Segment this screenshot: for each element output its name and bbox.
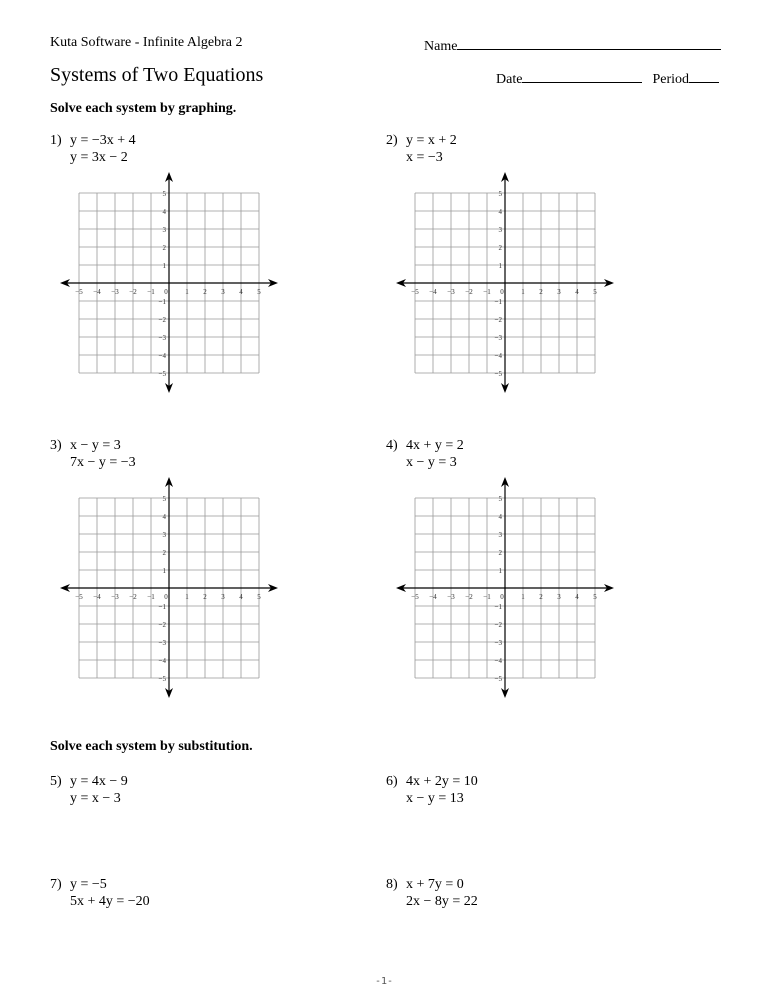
y-tick-label: 3 [162,226,166,234]
x-tick-label: 3 [557,288,561,296]
x-tick-label: 4 [239,593,243,601]
y-tick-label: −3 [158,639,166,647]
x-tick-label: 5 [257,288,261,296]
y-tick-label: 2 [498,549,502,557]
x-tick-label: 5 [593,288,597,296]
equation-2: 7x − y = −3 [70,455,136,470]
equation-2: 2x − 8y = 22 [406,894,478,909]
problem-number: 5) [50,774,62,789]
y-tick-label: 2 [162,244,166,252]
equation-1: 4x + 2y = 10 [406,774,478,789]
y-tick-label: −3 [158,334,166,342]
coordinate-grid-2[interactable] [394,172,616,394]
problem-number: 8) [386,877,398,892]
x-tick-label: 1 [185,593,189,601]
x-tick-label: −5 [75,593,83,601]
problem-number: 2) [386,133,398,148]
x-tick-label: −1 [483,593,491,601]
coordinate-grid-3[interactable] [58,477,280,699]
section-heading-substitution: Solve each system by substitution. [50,739,253,754]
x-tick-label: −2 [465,288,473,296]
y-tick-label: −4 [494,352,502,360]
equation-2: y = 3x − 2 [70,150,128,165]
x-tick-label: 2 [539,593,543,601]
period-label: Period [652,72,689,87]
y-tick-label: 3 [498,226,502,234]
period-blank[interactable] [689,68,719,83]
y-tick-label: 5 [498,190,502,198]
x-tick-label: −3 [111,288,119,296]
x-tick-label: 2 [203,593,207,601]
x-tick-label: −4 [93,593,101,601]
equation-2: x = −3 [406,150,443,165]
name-blank[interactable] [457,35,721,50]
equation-2: x − y = 13 [406,791,464,806]
y-tick-label: −5 [494,675,502,683]
x-tick-label: −2 [129,288,137,296]
y-tick-label: −4 [494,657,502,665]
name-label: Name [424,39,458,54]
y-tick-label: 1 [162,262,166,270]
problem-number: 6) [386,774,398,789]
x-tick-label: −3 [447,288,455,296]
y-tick-label: −2 [494,316,502,324]
x-tick-label: 5 [257,593,261,601]
x-tick-label: −4 [93,288,101,296]
x-tick-label: 0 [164,288,168,296]
x-tick-label: −1 [147,593,155,601]
x-tick-label: −3 [111,593,119,601]
date-label: Date [496,72,523,87]
y-tick-label: −1 [494,298,502,306]
x-tick-label: 3 [221,288,225,296]
y-tick-label: 2 [498,244,502,252]
y-tick-label: 2 [162,549,166,557]
x-tick-label: −5 [411,593,419,601]
y-tick-label: 5 [498,495,502,503]
y-tick-label: 4 [162,513,166,521]
y-tick-label: 1 [498,262,502,270]
y-tick-label: −5 [158,675,166,683]
equation-1: y = −5 [70,877,107,892]
y-tick-label: −2 [158,316,166,324]
x-tick-label: 4 [239,288,243,296]
x-tick-label: 2 [539,288,543,296]
equation-2: y = x − 3 [70,791,121,806]
y-tick-label: 3 [162,531,166,539]
y-tick-label: 4 [162,208,166,216]
x-tick-label: 0 [500,593,504,601]
equation-1: y = 4x − 9 [70,774,128,789]
x-tick-label: −5 [75,288,83,296]
y-tick-label: 5 [162,190,166,198]
coordinate-grid-4[interactable] [394,477,616,699]
y-tick-label: −3 [494,639,502,647]
name-field[interactable] [424,35,721,55]
y-tick-label: −4 [158,352,166,360]
equation-1: x + 7y = 0 [406,877,464,892]
x-tick-label: 2 [203,288,207,296]
x-tick-label: −2 [465,593,473,601]
x-tick-label: 0 [164,593,168,601]
x-tick-label: 5 [593,593,597,601]
x-tick-label: 0 [500,288,504,296]
x-tick-label: −1 [147,288,155,296]
y-tick-label: −5 [158,370,166,378]
y-tick-label: −1 [158,298,166,306]
problem-number: 1) [50,133,62,148]
y-tick-label: −5 [494,370,502,378]
x-tick-label: −1 [483,288,491,296]
equation-1: y = x + 2 [406,133,457,148]
publisher-line: Kuta Software - Infinite Algebra 2 [50,35,243,50]
y-tick-label: −2 [158,621,166,629]
equation-1: x − y = 3 [70,438,121,453]
problem-number: 3) [50,438,62,453]
y-tick-label: −2 [494,621,502,629]
date-period-field[interactable] [496,68,719,88]
y-tick-label: 4 [498,208,502,216]
x-tick-label: 1 [521,593,525,601]
y-tick-label: −4 [158,657,166,665]
y-tick-label: 1 [162,567,166,575]
equation-2: 5x + 4y = −20 [70,894,150,909]
page-number: -1- [374,976,394,987]
y-tick-label: 3 [498,531,502,539]
problem-number: 7) [50,877,62,892]
problem-number: 4) [386,438,398,453]
section-heading-graphing: Solve each system by graphing. [50,101,237,116]
x-tick-label: 1 [521,288,525,296]
y-tick-label: −1 [494,603,502,611]
equation-2: x − y = 3 [406,455,457,470]
x-tick-label: −2 [129,593,137,601]
x-tick-label: −4 [429,288,437,296]
y-tick-label: 1 [498,567,502,575]
coordinate-grid-1[interactable] [58,172,280,394]
x-tick-label: −5 [411,288,419,296]
x-tick-label: 1 [185,288,189,296]
y-tick-label: −1 [158,603,166,611]
y-tick-label: 5 [162,495,166,503]
x-tick-label: 4 [575,288,579,296]
equation-1: y = −3x + 4 [70,133,136,148]
page-title: Systems of Two Equations [50,64,264,86]
y-tick-label: 4 [498,513,502,521]
x-tick-label: −3 [447,593,455,601]
equation-1: 4x + y = 2 [406,438,464,453]
x-tick-label: 3 [221,593,225,601]
y-tick-label: −3 [494,334,502,342]
x-tick-label: 3 [557,593,561,601]
x-tick-label: 4 [575,593,579,601]
date-blank[interactable] [522,68,642,83]
x-tick-label: −4 [429,593,437,601]
